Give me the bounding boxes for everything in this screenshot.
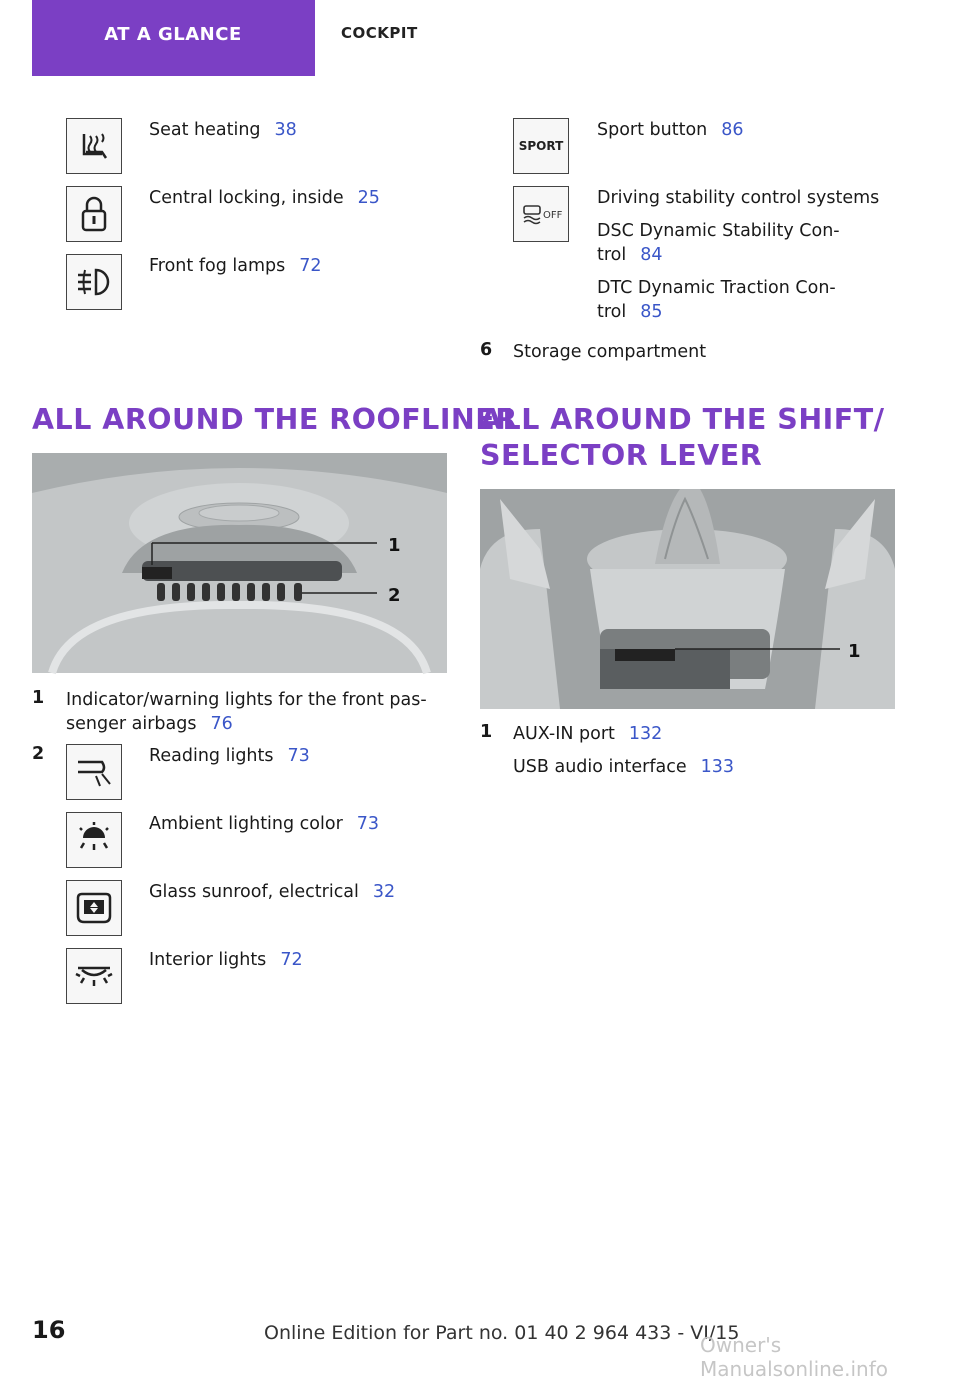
dsc-line1: DSC Dynamic Stability Con- bbox=[597, 221, 840, 241]
page-ref-link[interactable]: 72 bbox=[299, 256, 322, 276]
lock-icon bbox=[66, 186, 122, 242]
sport-button-row bbox=[597, 118, 744, 142]
interior-light-icon bbox=[66, 948, 122, 1004]
aux-in-label: AUX-IN port bbox=[513, 724, 615, 744]
item-number: 6 bbox=[480, 340, 493, 360]
dsc-line2: trol bbox=[597, 245, 627, 265]
dsc-off-icon bbox=[513, 186, 569, 242]
item-number: 1 bbox=[32, 688, 45, 708]
item-number: 1 bbox=[480, 722, 493, 742]
page-ref-link[interactable]: 73 bbox=[287, 746, 310, 766]
dtc-line2-row bbox=[597, 300, 663, 324]
page-ref-link[interactable]: 133 bbox=[700, 757, 734, 777]
fog-lamps-label: Front fog lamps bbox=[149, 256, 286, 276]
page-ref-link[interactable]: 25 bbox=[357, 188, 380, 208]
callout-2: 2 bbox=[388, 585, 401, 606]
page-ref-link[interactable]: 76 bbox=[210, 714, 233, 734]
page-ref-link[interactable]: 73 bbox=[356, 814, 380, 834]
item-number: 2 bbox=[32, 744, 45, 764]
central-locking-row bbox=[149, 186, 380, 210]
sunroof-label: Glass sunroof, electrical bbox=[149, 882, 359, 902]
dtc-line2: trol bbox=[597, 302, 627, 322]
roofliner-heading: ALL AROUND THE ROOFLINER bbox=[32, 403, 518, 436]
page-ref-link[interactable]: 32 bbox=[372, 882, 396, 902]
page-ref-link[interactable]: 86 bbox=[721, 120, 744, 140]
aux-in-row bbox=[513, 722, 662, 746]
reading-lights-row bbox=[149, 744, 310, 768]
page-ref-link[interactable]: 84 bbox=[640, 245, 663, 265]
roofliner-photo bbox=[32, 453, 447, 673]
page-ref-link[interactable]: 72 bbox=[280, 950, 303, 970]
page-ref-link[interactable]: 38 bbox=[274, 120, 297, 140]
shift-lever-photo bbox=[480, 489, 895, 709]
shift-heading-line2: SELECTOR LEVER bbox=[480, 439, 763, 472]
seat-heating-row bbox=[149, 118, 297, 142]
central-locking-label: Central locking, inside bbox=[149, 188, 344, 208]
seat-heating-icon bbox=[66, 118, 122, 174]
airbag-indicator-line2-row bbox=[66, 712, 233, 736]
page-ref-link[interactable]: 132 bbox=[628, 724, 663, 744]
callout-1: 1 bbox=[388, 535, 401, 556]
footer-note: Online Edition for Part no. 01 40 2 964 433 - VI/15 bbox=[264, 1322, 740, 1344]
interior-lights-label: Interior lights bbox=[149, 950, 267, 970]
fog-lamps-row bbox=[149, 254, 322, 278]
ambient-lighting-row bbox=[149, 812, 379, 836]
sport-button-icon bbox=[513, 118, 569, 174]
page-ref-link[interactable]: 85 bbox=[640, 302, 663, 322]
ambient-light-icon bbox=[66, 812, 122, 868]
page-number: 16 bbox=[32, 1316, 66, 1344]
stability-label: Driving stability control systems bbox=[597, 188, 880, 208]
dsc-line2-row bbox=[597, 243, 663, 267]
sport-icon-text: SPORT bbox=[518, 139, 564, 153]
usb-audio-label: USB audio interface bbox=[513, 757, 687, 777]
shift-callout-1: 1 bbox=[848, 641, 861, 662]
airbag-indicator-line1: Indicator/warning lights for the front pas- bbox=[66, 690, 427, 710]
sport-button-label: Sport button bbox=[597, 120, 708, 140]
fog-lamp-icon bbox=[66, 254, 122, 310]
reading-lights-label: Reading lights bbox=[149, 746, 274, 766]
seat-heating-label: Seat heating bbox=[149, 120, 261, 140]
watermark: Owner's Manualsonline.info bbox=[700, 1333, 888, 1381]
tab-cockpit[interactable]: COCKPIT bbox=[341, 24, 418, 42]
interior-lights-row bbox=[149, 948, 303, 972]
sunroof-row bbox=[149, 880, 395, 904]
dtc-line1: DTC Dynamic Traction Con- bbox=[597, 278, 836, 298]
storage-label: Storage compartment bbox=[513, 342, 707, 362]
tab-at-a-glance[interactable]: AT A GLANCE bbox=[55, 0, 291, 53]
reading-light-icon bbox=[66, 744, 122, 800]
sunroof-icon bbox=[66, 880, 122, 936]
dsc-icon-text: OFF bbox=[543, 210, 563, 221]
shift-heading-line1: ALL AROUND THE SHIFT/ bbox=[480, 403, 885, 436]
usb-audio-row bbox=[513, 755, 734, 779]
airbag-indicator-line2: senger airbags bbox=[66, 714, 197, 734]
ambient-lighting-label: Ambient lighting color bbox=[149, 814, 343, 834]
